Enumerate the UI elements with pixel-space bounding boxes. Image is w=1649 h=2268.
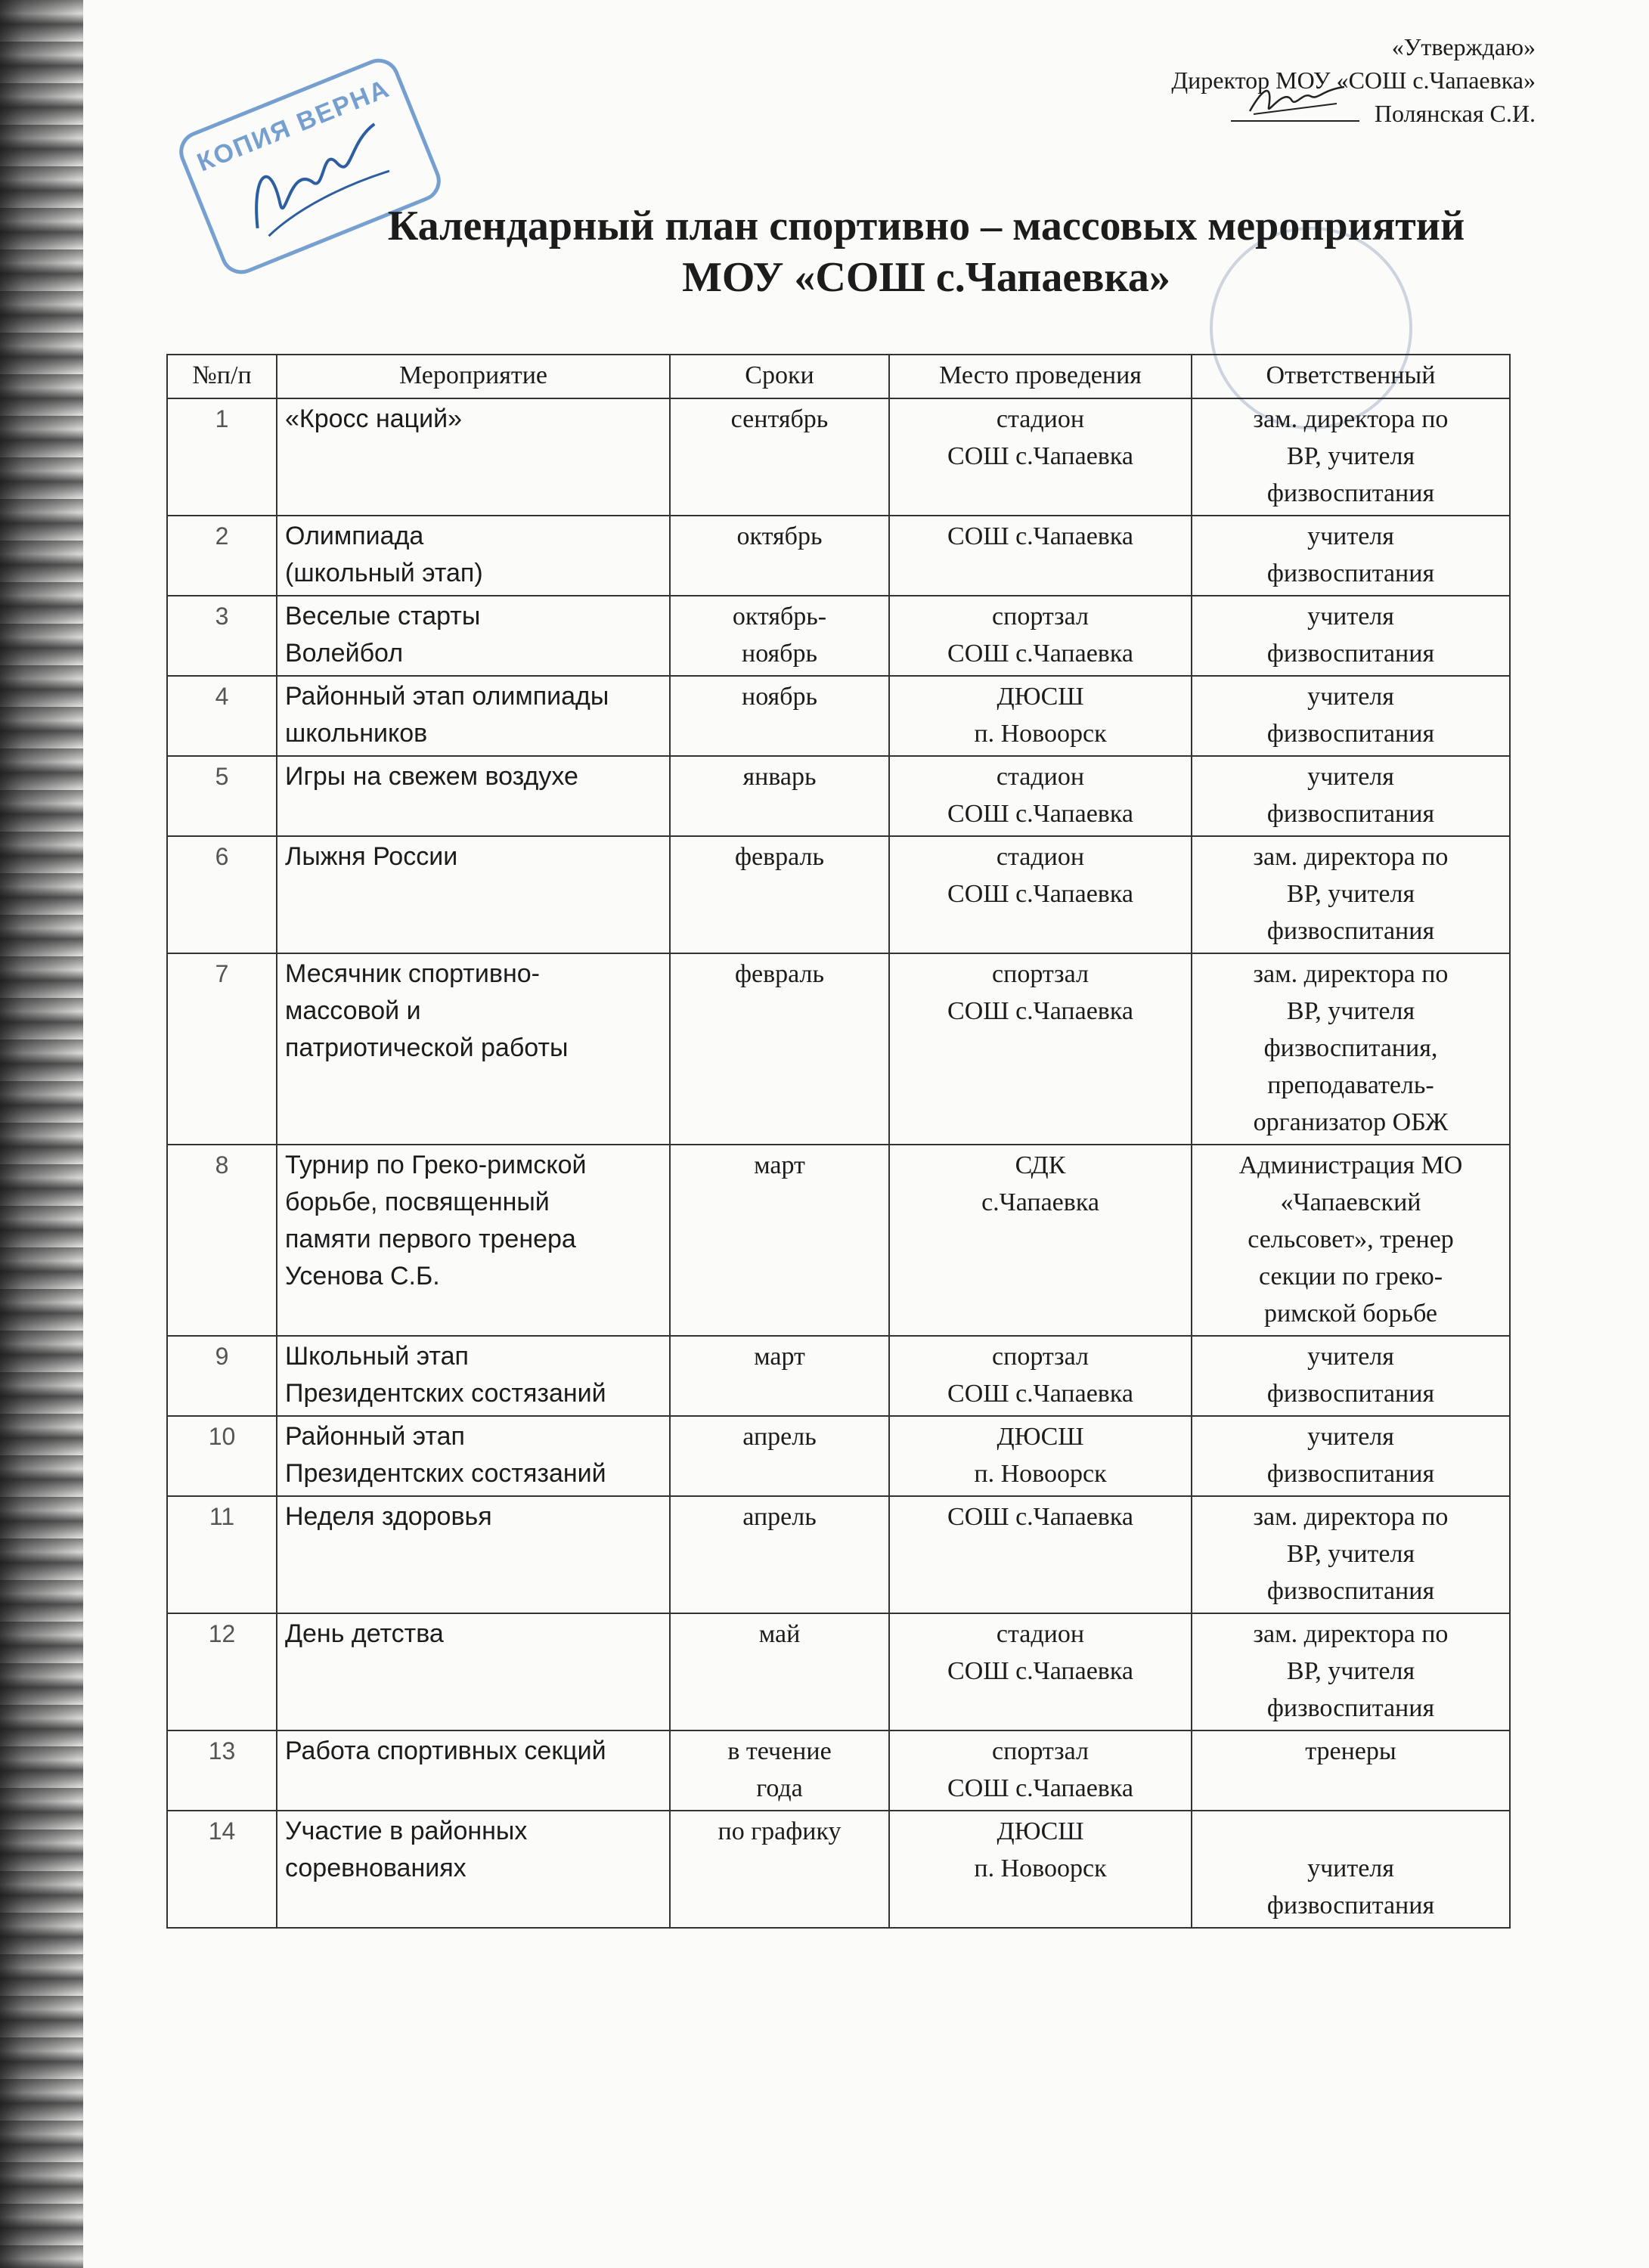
cell-event	[277, 596, 670, 676]
cell-event-line: Районный этап	[285, 1422, 465, 1451]
cell-responsible-line: физвоспитания	[1266, 640, 1435, 668]
table-row	[167, 596, 1510, 676]
cell-place	[889, 1613, 1192, 1730]
cell-number-line: 12	[208, 1620, 236, 1647]
cell-number	[167, 756, 277, 836]
cell-place-line: СДК	[1015, 1151, 1066, 1179]
cell-date	[670, 596, 889, 676]
cell-event-line: Турнир по Греко-римской	[285, 1151, 587, 1179]
cell-place	[889, 596, 1192, 676]
table-row	[167, 676, 1510, 756]
cell-date	[670, 836, 889, 953]
approval-director-name: Полянская С.И.	[1374, 100, 1536, 127]
cell-responsible	[1192, 1613, 1510, 1730]
cell-number	[167, 1145, 277, 1336]
cell-event-line: День детства	[285, 1619, 444, 1648]
cell-place-line: СОШ с.Чапаевка	[947, 997, 1133, 1025]
cell-responsible-line: физвоспитания	[1266, 800, 1435, 828]
cell-responsible	[1192, 516, 1510, 596]
cell-responsible-line: учителя	[1307, 603, 1394, 631]
cell-date-line: март	[754, 1151, 805, 1179]
cell-date	[670, 1730, 889, 1811]
cell-event-line: Работа спортивных секций	[285, 1737, 606, 1765]
signature-line	[1231, 98, 1359, 122]
cell-number-line: 5	[215, 763, 229, 790]
cell-place	[889, 1496, 1192, 1613]
table-row	[167, 1613, 1510, 1730]
cell-responsible	[1192, 756, 1510, 836]
cell-number-line: 7	[215, 960, 229, 987]
cell-date-line: года	[756, 1774, 803, 1802]
cell-number	[167, 516, 277, 596]
header-responsible: Ответственный	[1192, 355, 1510, 398]
cell-place	[889, 1336, 1192, 1416]
cell-event-line: Президентских состязаний	[285, 1459, 606, 1488]
cell-responsible-line: учителя	[1307, 1854, 1394, 1882]
cell-event-line: Лыжня России	[285, 842, 458, 871]
cell-place	[889, 1730, 1192, 1811]
cell-event-line: Районный этап олимпиады	[285, 682, 609, 711]
cell-number	[167, 836, 277, 953]
cell-number-line: 13	[208, 1737, 236, 1765]
cell-date-line: сентябрь	[730, 405, 829, 433]
cell-place	[889, 516, 1192, 596]
cell-responsible	[1192, 1730, 1510, 1811]
cell-event-line: Месячник спортивно-	[285, 959, 540, 988]
cell-place	[889, 1145, 1192, 1336]
table-row	[167, 1416, 1510, 1496]
cell-place-line: стадион	[996, 405, 1085, 433]
cell-responsible	[1192, 1145, 1510, 1336]
cell-responsible-line: ВР, учителя	[1286, 442, 1415, 470]
cell-place-line: спортзал	[992, 1343, 1089, 1371]
cell-responsible-line: учителя	[1307, 1343, 1394, 1371]
cell-number-line: 4	[215, 683, 229, 710]
cell-number	[167, 953, 277, 1145]
cell-responsible-line: физвоспитания	[1266, 1577, 1435, 1605]
cell-place-line: стадион	[996, 763, 1085, 791]
cell-event	[277, 836, 670, 953]
table-row	[167, 1145, 1510, 1336]
cell-responsible-line: секции по греко-	[1258, 1263, 1443, 1290]
cell-responsible-line: учителя	[1307, 763, 1394, 791]
stamp-label: КОПИЯ ВЕРНА	[173, 52, 447, 280]
cell-responsible	[1192, 1416, 1510, 1496]
cell-number-line: 3	[215, 603, 229, 630]
cell-event-line: Президентских состязаний	[285, 1379, 606, 1408]
cell-event-line: Участие в районных	[285, 1817, 528, 1845]
approval-heading: «Утверждаю»	[1391, 33, 1536, 60]
cell-event-line: «Кросс наций»	[285, 404, 463, 433]
cell-responsible-line: зам. директора по	[1253, 843, 1449, 871]
cell-date-line: апрель	[742, 1503, 817, 1531]
cell-number	[167, 1730, 277, 1811]
cell-event-line: Игры на свежем воздухе	[285, 762, 578, 791]
cell-place-line: СОШ с.Чапаевка	[947, 1380, 1133, 1408]
cell-responsible-line: учителя	[1307, 1423, 1394, 1451]
table-row	[167, 836, 1510, 953]
cell-responsible-line: зам. директора по	[1253, 960, 1449, 988]
cell-number-line: 6	[215, 843, 229, 870]
title-line-2: МОУ «СОШ с.Чапаевка»	[682, 254, 1170, 301]
cell-place-line: с.Чапаевка	[981, 1188, 1099, 1216]
cell-responsible-line: учителя	[1307, 522, 1394, 550]
cell-responsible-line: тренеры	[1305, 1737, 1396, 1765]
approval-signature-line	[1171, 97, 1536, 130]
cell-date	[670, 1145, 889, 1336]
cell-responsible	[1192, 1811, 1510, 1928]
table-row	[167, 756, 1510, 836]
cell-responsible	[1192, 836, 1510, 953]
cell-event	[277, 1613, 670, 1730]
cell-date-line: март	[754, 1343, 805, 1371]
cell-responsible-line: физвоспитания	[1266, 559, 1435, 587]
cell-place-line: СОШ с.Чапаевка	[947, 522, 1133, 550]
cell-place	[889, 836, 1192, 953]
cell-event-line: памяти первого тренера	[285, 1225, 576, 1253]
cell-date-line: январь	[742, 763, 817, 791]
cell-number	[167, 398, 277, 516]
approval-director: Директор МОУ «СОШ с.Чапаевка»	[1171, 67, 1536, 94]
cell-place-line: СОШ с.Чапаевка	[947, 1657, 1133, 1685]
cell-number-line: 2	[215, 522, 229, 550]
cell-date-line: в течение	[727, 1737, 832, 1765]
cell-place-line: стадион	[996, 1620, 1085, 1648]
cell-event-line: Школьный этап	[285, 1342, 469, 1371]
cell-responsible-line: Администрация МО	[1238, 1151, 1463, 1179]
cell-responsible-line: римской борьбе	[1263, 1300, 1438, 1328]
cell-place-line: ДЮСШ	[997, 683, 1084, 711]
table-header-row	[167, 355, 1510, 398]
cell-event	[277, 516, 670, 596]
cell-number	[167, 596, 277, 676]
cell-event	[277, 756, 670, 836]
cell-event-line: (школьный этап)	[285, 559, 483, 587]
cell-event	[277, 1145, 670, 1336]
cell-place-line: СОШ с.Чапаевка	[947, 442, 1133, 470]
cell-responsible-line: зам. директора по	[1253, 1503, 1449, 1531]
cell-date	[670, 1416, 889, 1496]
cell-number	[167, 1336, 277, 1416]
cell-place-line: спортзал	[992, 1737, 1089, 1765]
cell-event-line: Волейбол	[285, 639, 404, 668]
cell-event	[277, 1336, 670, 1416]
cell-event-line: патриотической работы	[285, 1033, 569, 1062]
cell-event-line: Неделя здоровья	[285, 1502, 492, 1531]
cell-responsible-line: физвоспитания	[1266, 479, 1435, 507]
cell-place-line: п. Новоорск	[974, 1460, 1107, 1488]
cell-date-line: ноябрь	[742, 640, 817, 668]
header-place: Место проведения	[889, 355, 1192, 398]
cell-responsible	[1192, 953, 1510, 1145]
cell-event	[277, 1730, 670, 1811]
cell-event	[277, 1416, 670, 1496]
cell-date-line: февраль	[734, 960, 825, 988]
cell-event	[277, 1811, 670, 1928]
cell-number	[167, 1496, 277, 1613]
cell-date-line: октябрь-	[732, 603, 827, 631]
table-row	[167, 398, 1510, 516]
cell-responsible-line: физвоспитания	[1266, 1892, 1435, 1919]
cell-date	[670, 756, 889, 836]
cell-event-line: борьбе, посвященный	[285, 1188, 550, 1216]
cell-responsible-line: зам. директора по	[1253, 405, 1449, 433]
cell-responsible	[1192, 398, 1510, 516]
cell-number	[167, 1613, 277, 1730]
events-table	[166, 354, 1511, 1929]
cell-date	[670, 1811, 889, 1928]
cell-place	[889, 756, 1192, 836]
cell-date-line: февраль	[734, 843, 825, 871]
cell-responsible-line: физвоспитания	[1266, 1694, 1435, 1722]
cell-event	[277, 953, 670, 1145]
cell-place-line: стадион	[996, 843, 1085, 871]
cell-place-line: п. Новоорск	[974, 720, 1107, 748]
title-line-1: Календарный план спортивно – массовых мероприятий	[387, 203, 1465, 249]
cell-number-line: 9	[215, 1343, 229, 1370]
cell-responsible-line: физвоспитания	[1266, 720, 1435, 748]
cell-responsible-line: ВР, учителя	[1286, 1540, 1415, 1568]
cell-place-line: СОШ с.Чапаевка	[947, 880, 1133, 908]
cell-number	[167, 676, 277, 756]
cell-date-line: октябрь	[736, 522, 823, 550]
table-row	[167, 1730, 1510, 1811]
cell-event-line: Олимпиада	[285, 522, 424, 550]
cell-responsible-line: ВР, учителя	[1286, 997, 1415, 1025]
cell-number	[167, 1416, 277, 1496]
cell-responsible-line: физвоспитания,	[1263, 1034, 1438, 1062]
cell-place-line: спортзал	[992, 603, 1089, 631]
cell-place-line: СОШ с.Чапаевка	[947, 800, 1133, 828]
cell-event-line: соревнованиях	[285, 1854, 466, 1882]
cell-event	[277, 398, 670, 516]
cell-place	[889, 1811, 1192, 1928]
cell-responsible-line: зам. директора по	[1253, 1620, 1449, 1648]
cell-number-line: 10	[208, 1423, 236, 1450]
cell-responsible-line: «Чапаевский	[1280, 1188, 1421, 1216]
cell-place-line: ДЮСШ	[997, 1423, 1084, 1451]
cell-date	[670, 676, 889, 756]
cell-date	[670, 516, 889, 596]
cell-place	[889, 953, 1192, 1145]
table-row	[167, 1811, 1510, 1928]
scan-edge-shadow	[0, 0, 83, 2268]
cell-date	[670, 398, 889, 516]
approval-block	[1171, 30, 1536, 130]
cell-responsible-line: преподаватель-	[1267, 1071, 1434, 1099]
cell-responsible-line: ВР, учителя	[1286, 880, 1415, 908]
cell-date-line: ноябрь	[742, 683, 817, 711]
table-row	[167, 1336, 1510, 1416]
cell-responsible	[1192, 1336, 1510, 1416]
cell-date	[670, 1613, 889, 1730]
director-signature-icon	[1246, 81, 1352, 119]
cell-number-line: 14	[208, 1817, 236, 1845]
cell-date-line: по графику	[718, 1817, 842, 1845]
cell-place	[889, 676, 1192, 756]
cell-responsible	[1192, 676, 1510, 756]
cell-place-line: ДЮСШ	[997, 1817, 1084, 1845]
cell-responsible-line: ВР, учителя	[1286, 1657, 1415, 1685]
table-body	[167, 398, 1510, 1928]
cell-responsible-line	[1200, 1813, 1502, 1850]
cell-place-line: спортзал	[992, 960, 1089, 988]
cell-responsible-line: физвоспитания	[1266, 1380, 1435, 1408]
cell-date-line: апрель	[742, 1423, 817, 1451]
cell-place-line: п. Новоорск	[974, 1854, 1107, 1882]
cell-place-line: СОШ с.Чапаевка	[947, 1774, 1133, 1802]
cell-event-line: школьников	[285, 719, 428, 748]
table-row	[167, 953, 1510, 1145]
cell-event-line: Усенова С.Б.	[285, 1262, 440, 1290]
header-date: Сроки	[670, 355, 889, 398]
cell-date	[670, 1496, 889, 1613]
cell-responsible	[1192, 1496, 1510, 1613]
cell-place	[889, 398, 1192, 516]
cell-responsible	[1192, 596, 1510, 676]
cell-event-line: массовой и	[285, 996, 421, 1025]
cell-event-line: Веселые старты	[285, 602, 481, 631]
cell-number-line: 1	[215, 405, 229, 432]
cell-responsible-line: организатор ОБЖ	[1253, 1108, 1449, 1136]
header-number: №п/п	[167, 355, 277, 398]
cell-responsible-line: учителя	[1307, 683, 1394, 711]
cell-date	[670, 1336, 889, 1416]
cell-event	[277, 676, 670, 756]
cell-place	[889, 1416, 1192, 1496]
table-row	[167, 1496, 1510, 1613]
cell-place-line: СОШ с.Чапаевка	[947, 1503, 1133, 1531]
cell-number-line: 11	[209, 1503, 235, 1530]
cell-responsible-line: физвоспитания	[1266, 917, 1435, 945]
cell-event	[277, 1496, 670, 1613]
cell-date-line: май	[758, 1620, 801, 1648]
cell-number-line: 8	[215, 1151, 229, 1179]
table-row	[167, 516, 1510, 596]
cell-place-line: СОШ с.Чапаевка	[947, 640, 1133, 668]
header-event: Мероприятие	[277, 355, 670, 398]
page-title	[302, 200, 1550, 303]
cell-responsible-line: физвоспитания	[1266, 1460, 1435, 1488]
cell-date	[670, 953, 889, 1145]
cell-number	[167, 1811, 277, 1928]
cell-responsible-line: сельсовет», тренер	[1248, 1225, 1454, 1253]
